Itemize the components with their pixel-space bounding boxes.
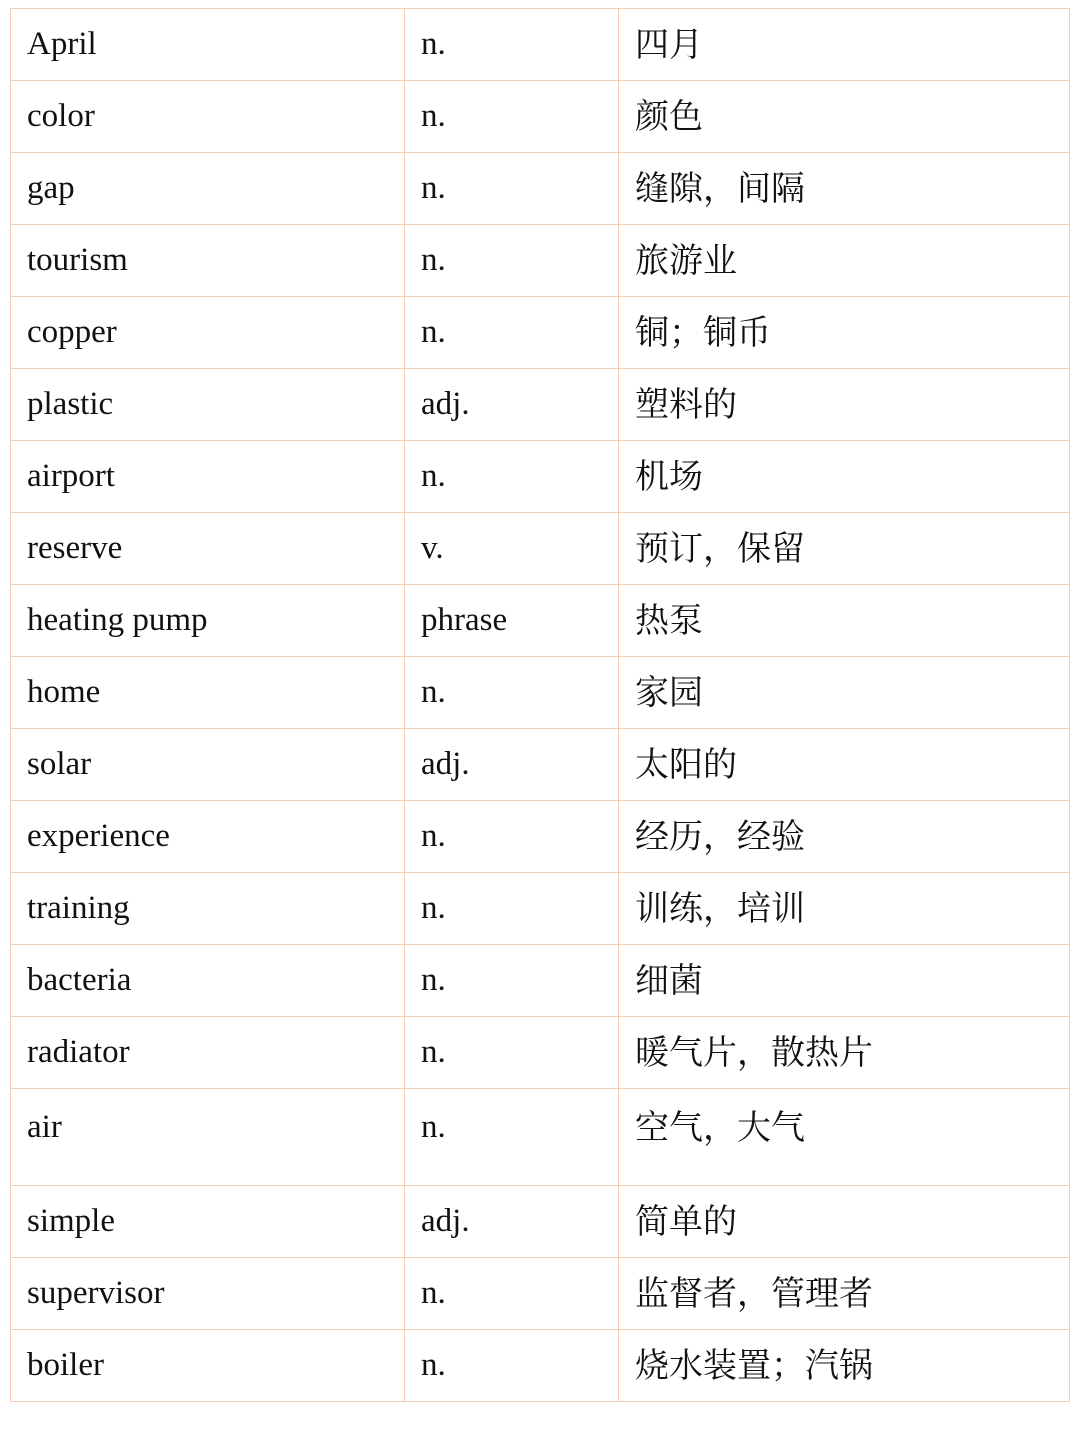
table-row [11, 873, 1070, 945]
meaning-cell: 预订，保留 [619, 513, 1070, 585]
part-of-speech-cell: n. [405, 225, 619, 297]
meaning-cell: 塑料的 [619, 369, 1070, 441]
table-row [11, 153, 1070, 225]
part-of-speech-cell: n. [405, 1089, 619, 1186]
part-of-speech-cell: n. [405, 873, 619, 945]
word-cell: heating pump [11, 585, 405, 657]
part-of-speech-cell: n. [405, 81, 619, 153]
word-cell: tourism [11, 225, 405, 297]
meaning-cell: 热泵 [619, 585, 1070, 657]
meaning-cell: 缝隙，间隔 [619, 153, 1070, 225]
meaning-cell: 经历，经验 [619, 801, 1070, 873]
table-row [11, 1258, 1070, 1330]
part-of-speech-cell: phrase [405, 585, 619, 657]
part-of-speech-cell: n. [405, 297, 619, 369]
meaning-cell: 空气，大气 [619, 1089, 1070, 1186]
part-of-speech-cell: n. [405, 153, 619, 225]
table-row [11, 945, 1070, 1017]
word-cell: April [11, 9, 405, 81]
table-row [11, 1017, 1070, 1089]
table-row [11, 369, 1070, 441]
meaning-cell: 铜；铜币 [619, 297, 1070, 369]
part-of-speech-cell: n. [405, 441, 619, 513]
word-cell: supervisor [11, 1258, 405, 1330]
word-cell: gap [11, 153, 405, 225]
part-of-speech-cell: n. [405, 945, 619, 1017]
word-cell: home [11, 657, 405, 729]
meaning-cell: 机场 [619, 441, 1070, 513]
meaning-cell: 监督者，管理者 [619, 1258, 1070, 1330]
word-cell: simple [11, 1186, 405, 1258]
part-of-speech-cell: n. [405, 1258, 619, 1330]
meaning-cell: 训练，培训 [619, 873, 1070, 945]
part-of-speech-cell: n. [405, 1017, 619, 1089]
word-cell: copper [11, 297, 405, 369]
word-cell: reserve [11, 513, 405, 585]
word-cell: color [11, 81, 405, 153]
part-of-speech-cell: n. [405, 657, 619, 729]
word-cell: boiler [11, 1330, 405, 1402]
word-cell: airport [11, 441, 405, 513]
word-cell: radiator [11, 1017, 405, 1089]
table-row [11, 1330, 1070, 1402]
word-cell: air [11, 1089, 405, 1186]
meaning-cell: 简单的 [619, 1186, 1070, 1258]
part-of-speech-cell: adj. [405, 729, 619, 801]
vocabulary-table-body [11, 9, 1070, 1402]
table-row [11, 297, 1070, 369]
part-of-speech-cell: adj. [405, 1186, 619, 1258]
table-row [11, 1089, 1070, 1186]
part-of-speech-cell: n. [405, 801, 619, 873]
part-of-speech-cell: v. [405, 513, 619, 585]
table-row [11, 81, 1070, 153]
meaning-cell: 暖气片，散热片 [619, 1017, 1070, 1089]
table-row [11, 1186, 1070, 1258]
table-row [11, 729, 1070, 801]
part-of-speech-cell: n. [405, 9, 619, 81]
word-cell: plastic [11, 369, 405, 441]
table-row [11, 225, 1070, 297]
vocabulary-table [10, 8, 1070, 1402]
meaning-cell: 四月 [619, 9, 1070, 81]
word-cell: solar [11, 729, 405, 801]
meaning-cell: 旅游业 [619, 225, 1070, 297]
meaning-cell: 细菌 [619, 945, 1070, 1017]
word-cell: bacteria [11, 945, 405, 1017]
meaning-cell: 太阳的 [619, 729, 1070, 801]
meaning-cell: 烧水装置；汽锅 [619, 1330, 1070, 1402]
table-row [11, 657, 1070, 729]
meaning-cell: 颜色 [619, 81, 1070, 153]
part-of-speech-cell: n. [405, 1330, 619, 1402]
word-cell: training [11, 873, 405, 945]
word-cell: experience [11, 801, 405, 873]
table-row [11, 9, 1070, 81]
table-row [11, 585, 1070, 657]
table-row [11, 441, 1070, 513]
table-row [11, 801, 1070, 873]
meaning-cell: 家园 [619, 657, 1070, 729]
table-row [11, 513, 1070, 585]
part-of-speech-cell: adj. [405, 369, 619, 441]
